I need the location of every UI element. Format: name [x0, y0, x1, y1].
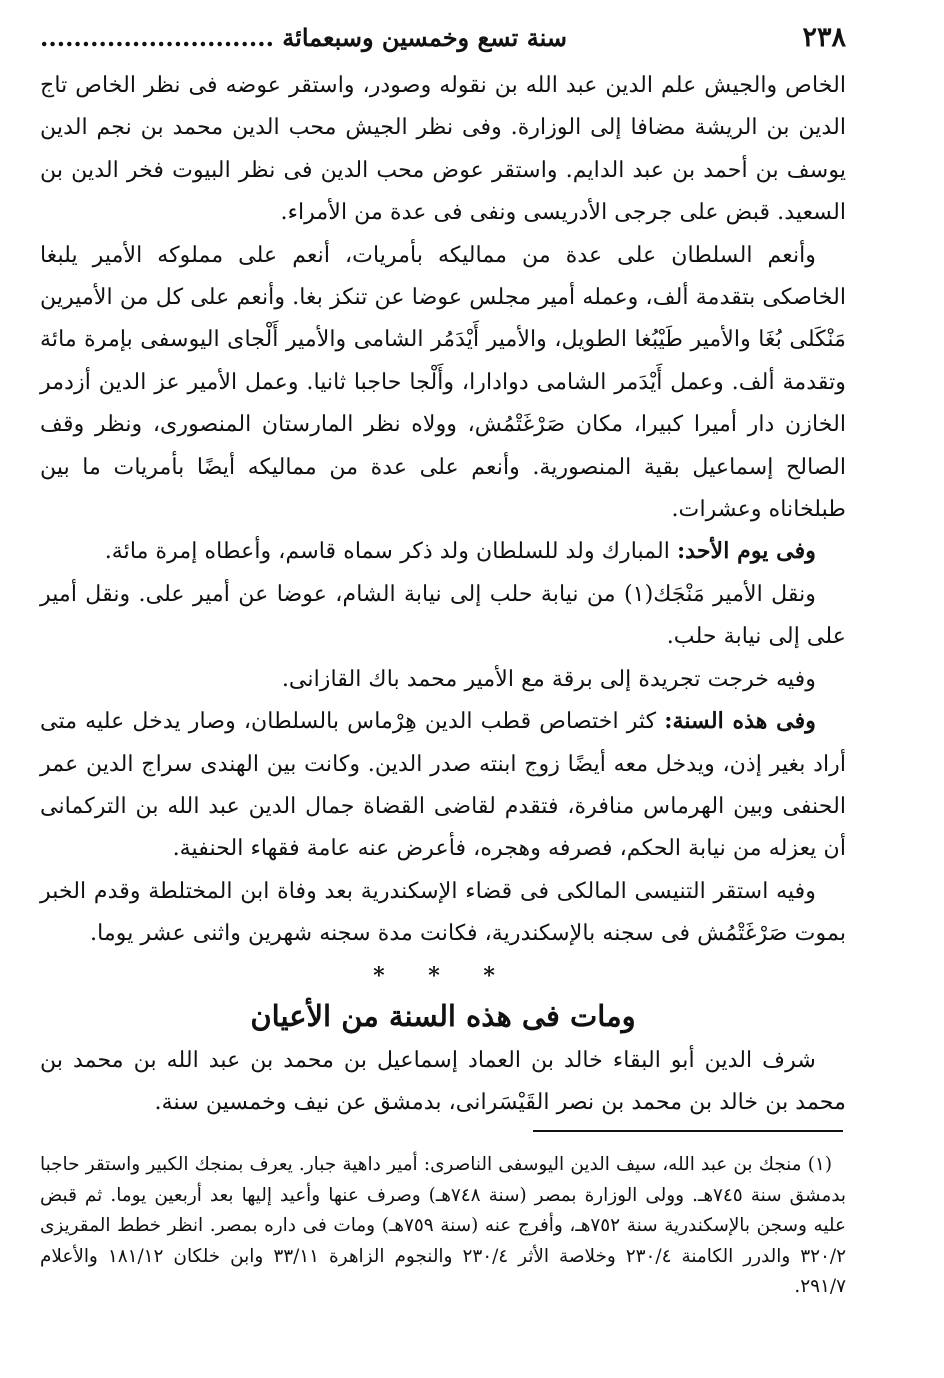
footnotes	[40, 1150, 846, 1303]
sunday-text: المبارك ولد للسلطان ولد ذكر سماه قاسم، وأعطاه إمرة مائة.	[104, 538, 677, 565]
paragraph-transfer: ونقل الأمير مَنْجَك(١) من نيابة حلب إلى نيابة الشام، عوضا عن أمير على. ونقل أمير على إلى نيابة حلب.	[40, 580, 846, 650]
paragraph-this-year	[40, 700, 846, 870]
this-year-text: كثر اختصاص قطب الدين هِرْماس بالسلطان، وصار يدخل عليه متى أراد بغير إذن، ويدخل معه أيضًا زوج ابنته صدر الدين. وكانت بين الهندى سراج الدين عمر الحنفى وبين الهرماس منافرة، فتقدم لقاضى القضاة جمال الدين عبد الله بن التركمانى أن يعزله من نيابة الحكم، فصرفه وهجره، فأعرض عنه عامة فقهاء الحنفية.	[40, 708, 846, 862]
page-content	[40, 22, 846, 1123]
main-text	[40, 64, 846, 1123]
sunday-lead: وفى يوم الأحد:	[676, 538, 816, 565]
paragraph-sunday	[40, 530, 846, 572]
paragraph-obituary: شرف الدين أبو البقاء خالد بن العماد إسماعيل بن محمد بن عبد الله بن محمد بن محمد بن خالد بن محمد بن نصر القَيْسَرانى، بدمشق عن نيف وخمسين سنة.	[40, 1046, 846, 1115]
section-heading: ومات فى هذه السنة من الأعيان	[250, 998, 636, 1033]
paragraph-alexandria: وفيه استقر التنيسى المالكى فى قضاء الإسكندرية بعد وفاة ابن المختلطة وقدم الخبر بموت صَرْغَتْمُش فى سجنه بالإسكندرية، فكانت مدة سجنه شهرين واثنى عشر يوما.	[40, 877, 846, 947]
section-divider: * * *	[373, 962, 513, 989]
this-year-lead: وفى هذه السنة:	[664, 708, 816, 735]
page-number: ٢٣٨	[802, 22, 846, 53]
paragraph-promotions: وأنعم السلطان على عدة من مماليكه بأمريات، أنعم على مملوكه الأمير يلبغا الخاصكى بتقدمة ألف، وعمله أمير مجلس عوضا عن تنكز بغا. وأنعم على كل من الأميرين مَنْكَلى بُغَا والأمير طَيْبُغا الطويل، والأمير أَيْدَمُر الشامى والأمير أَلْجاى اليوسفى بإمرة مائة وتقدمة ألف. وعمل أَيْدَمر الشامى دوادارا، وأَلْجا حاجبا ثانيا. وعمل الأمير عز الدين أزدمر الخازن دار أميرا كبيرا، مكان صَرْغَتْمُش، وولاه نظر المارستان المنصورى، ونظر وقف الصالح إسماعيل بقية المنصورية. وأنعم على عدة من مماليكه أيضًا بأمريات ما بين طبلخاناه وعشرات.	[40, 241, 846, 523]
paragraph-expedition: وفيه خرجت تجريدة إلى برقة مع الأمير محمد باك القازانى.	[281, 665, 816, 692]
footnote-1: (١) منجك بن عبد الله، سيف الدين اليوسفى الناصرى: أمير داهية جبار. يعرف بمنجك الكبير واستقر حاجبا بدمشق سنة ٧٤٥هـ. وولى الوزارة بمصر (سنة ٧٤٨هـ) وصرف عنها وأعيد إليها بعد أربعين يوما. ثم قبض عليه وسجن بالإسكندرية سنة ٧٥٢هـ، وأفرج عنه (سنة ٧٥٩هـ) ومات فى داره بمصر. انظر خطط المقريزى ٣٢٠/٢ والدرر الكامنة ٢٣٠/٤ وخلاصة الأثر ٢٣٠/٤ والنجوم الزاهرة ٣٣/١١ وابن خلكان ١٨١/١٢ والأعلام ٢٩١/٧.	[40, 1154, 846, 1297]
footnote-rule	[533, 1130, 843, 1132]
paragraph-officials: الخاص والجيش علم الدين عبد الله بن نقوله وصودر، واستقر عوضه فى نظر الخاص تاج الدين بن الريشة مضافا إلى الوزارة. وفى نظر الجيش محب الدين محمد بن نجم الدين يوسف بن أحمد بن عبد الدايم. واستقر عوض محب الدين فى نظر البيوت فخر الدين بن السعيد. قبض على جرجى الأدريسى ونفى فى عدة من الأمراء.	[40, 72, 846, 226]
running-title: سنة تسع وخمسين وسبعمائة ............................	[40, 23, 567, 52]
page-header	[40, 22, 846, 60]
